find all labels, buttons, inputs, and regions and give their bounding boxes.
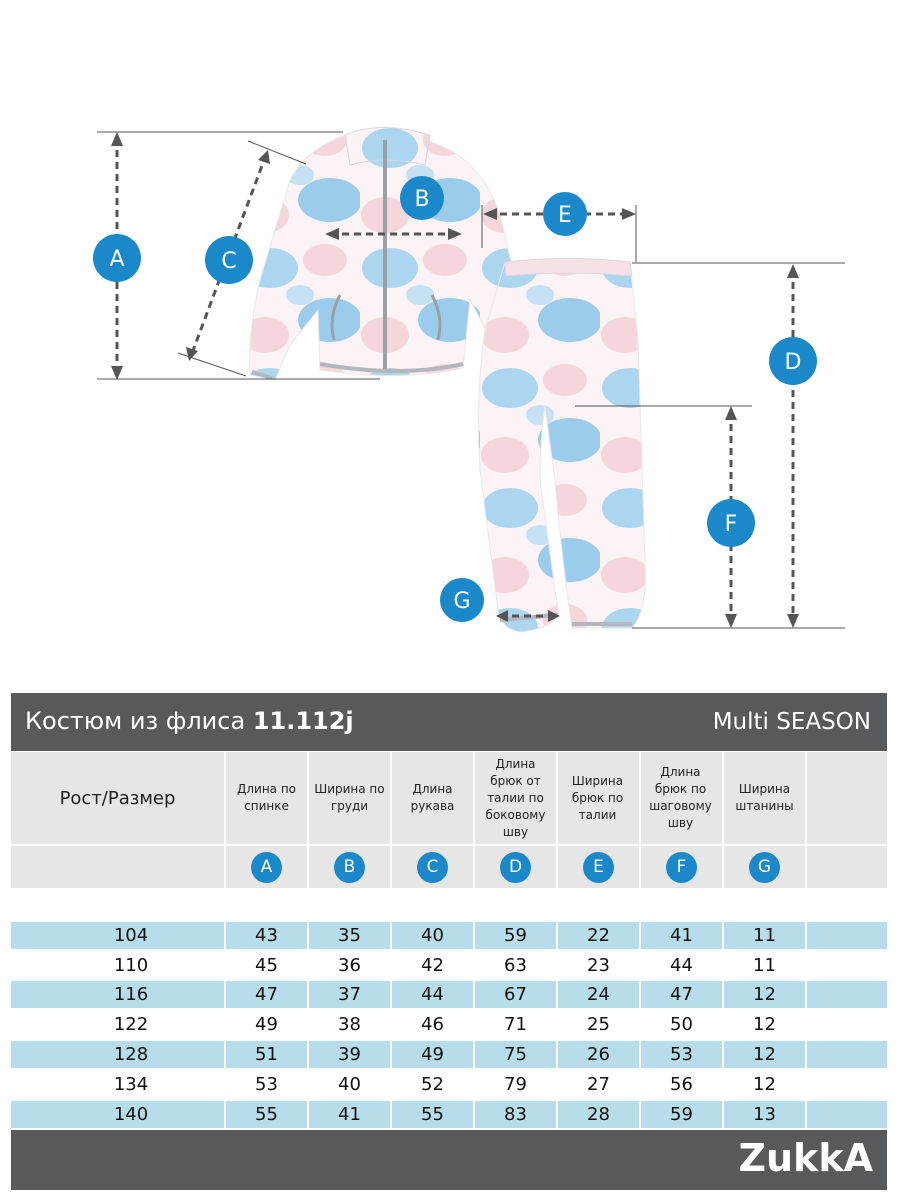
value-cell: 12: [753, 1014, 776, 1035]
value-cell: 36: [338, 955, 361, 976]
marker-b: [400, 176, 444, 220]
size-table-header: [11, 752, 887, 844]
column-header-g: Ширина штанины: [735, 782, 794, 813]
value-cell: 23: [587, 955, 610, 976]
svg-text:A: A: [109, 247, 125, 272]
letter-badge-d: D: [500, 852, 531, 883]
value-cell: 63: [504, 955, 527, 976]
table-row: [11, 1041, 887, 1068]
value-cell: 79: [504, 1074, 527, 1095]
value-cell: 40: [338, 1074, 361, 1095]
value-cell: 13: [753, 1104, 776, 1125]
svg-text:G: G: [453, 589, 471, 614]
value-cell: 59: [504, 925, 527, 946]
pants: [478, 259, 645, 633]
value-cell: 41: [670, 925, 693, 946]
size-cell: 128: [113, 1044, 149, 1065]
svg-text:C: C: [221, 249, 237, 274]
product-name: Костюм из флиса: [25, 707, 253, 735]
size-column-header: Рост/Размер: [59, 787, 176, 809]
value-cell: 26: [587, 1044, 610, 1065]
table-row: [11, 952, 887, 979]
letter-badge-a: A: [251, 852, 282, 883]
column-header-e: Ширина брюк по талии: [571, 773, 624, 822]
value-cell: 12: [753, 1044, 776, 1065]
svg-text:B: B: [414, 187, 430, 212]
letter-badge-e: E: [583, 852, 614, 883]
value-cell: 11: [753, 925, 776, 946]
svg-text:D: D: [784, 350, 802, 375]
value-cell: 46: [421, 1014, 444, 1035]
table-row: [11, 981, 887, 1008]
column-header-d: Длина брюк от талии по боковому шву: [485, 756, 546, 839]
value-cell: 39: [338, 1044, 361, 1065]
value-cell: 59: [670, 1104, 693, 1125]
table-row: [11, 1011, 887, 1038]
footer-bar: [11, 1130, 887, 1190]
value-cell: 38: [338, 1014, 361, 1035]
size-cell: 110: [113, 955, 149, 976]
value-cell: 71: [504, 1014, 527, 1035]
size-cell: 122: [113, 1014, 149, 1035]
value-cell: 45: [255, 955, 278, 976]
svg-text:E: E: [558, 203, 572, 228]
column-header-f: Длина брюк по шаговому шву: [649, 765, 712, 830]
svg-text:F: F: [724, 512, 738, 537]
value-cell: 55: [255, 1104, 278, 1125]
value-cell: 42: [421, 955, 444, 976]
value-cell: 25: [587, 1014, 610, 1035]
value-cell: 11: [753, 955, 776, 976]
column-letter-row: [11, 846, 887, 888]
letter-badge-c: C: [417, 852, 448, 883]
table-row: [11, 1071, 887, 1098]
marker-c: [205, 236, 253, 284]
value-cell: 53: [670, 1044, 693, 1065]
season-label: Multi SEASON: [712, 709, 871, 735]
article-number: 11.112j: [252, 707, 354, 735]
value-cell: 51: [255, 1044, 278, 1065]
product-title: [25, 707, 354, 735]
value-cell: 35: [338, 925, 361, 946]
size-cell: 134: [113, 1074, 149, 1095]
letter-badge-b: B: [334, 852, 365, 883]
marker-a: [93, 234, 141, 282]
size-cell: 104: [113, 925, 149, 946]
column-header-a: Длина по спинке: [236, 782, 297, 813]
value-cell: 27: [587, 1074, 610, 1095]
value-cell: 49: [421, 1044, 444, 1065]
value-cell: 43: [255, 925, 278, 946]
value-cell: 83: [504, 1104, 527, 1125]
value-cell: 53: [255, 1074, 278, 1095]
size-cell: 140: [113, 1104, 149, 1125]
title-bar: [11, 693, 887, 751]
size-cell: 116: [113, 984, 149, 1005]
value-cell: 47: [670, 984, 693, 1005]
brand-logo: ZukkA: [738, 1136, 873, 1180]
value-cell: 75: [504, 1044, 527, 1065]
value-cell: 49: [255, 1014, 278, 1035]
value-cell: 47: [255, 984, 278, 1005]
table-row: [11, 922, 887, 949]
value-cell: 40: [421, 925, 444, 946]
marker-g: [440, 578, 484, 622]
value-cell: 44: [670, 955, 693, 976]
value-cell: 37: [338, 984, 361, 1005]
value-cell: 24: [587, 984, 610, 1005]
value-cell: 56: [670, 1074, 693, 1095]
value-cell: 44: [421, 984, 444, 1005]
value-cell: 52: [421, 1074, 444, 1095]
marker-d: [769, 337, 817, 385]
column-header-b: Ширина по груди: [314, 782, 385, 813]
value-cell: 67: [504, 984, 527, 1005]
table-row: [11, 1101, 887, 1128]
value-cell: 28: [587, 1104, 610, 1125]
value-cell: 22: [587, 925, 610, 946]
column-header-c: Длина рукава: [410, 782, 455, 813]
marker-e: [543, 192, 587, 236]
value-cell: 41: [338, 1104, 361, 1125]
letter-badge-f: F: [666, 852, 697, 883]
value-cell: 12: [753, 1074, 776, 1095]
letter-badge-g: G: [749, 852, 780, 883]
marker-f: [707, 499, 755, 547]
value-cell: 12: [753, 984, 776, 1005]
value-cell: 50: [670, 1014, 693, 1035]
value-cell: 55: [421, 1104, 444, 1125]
